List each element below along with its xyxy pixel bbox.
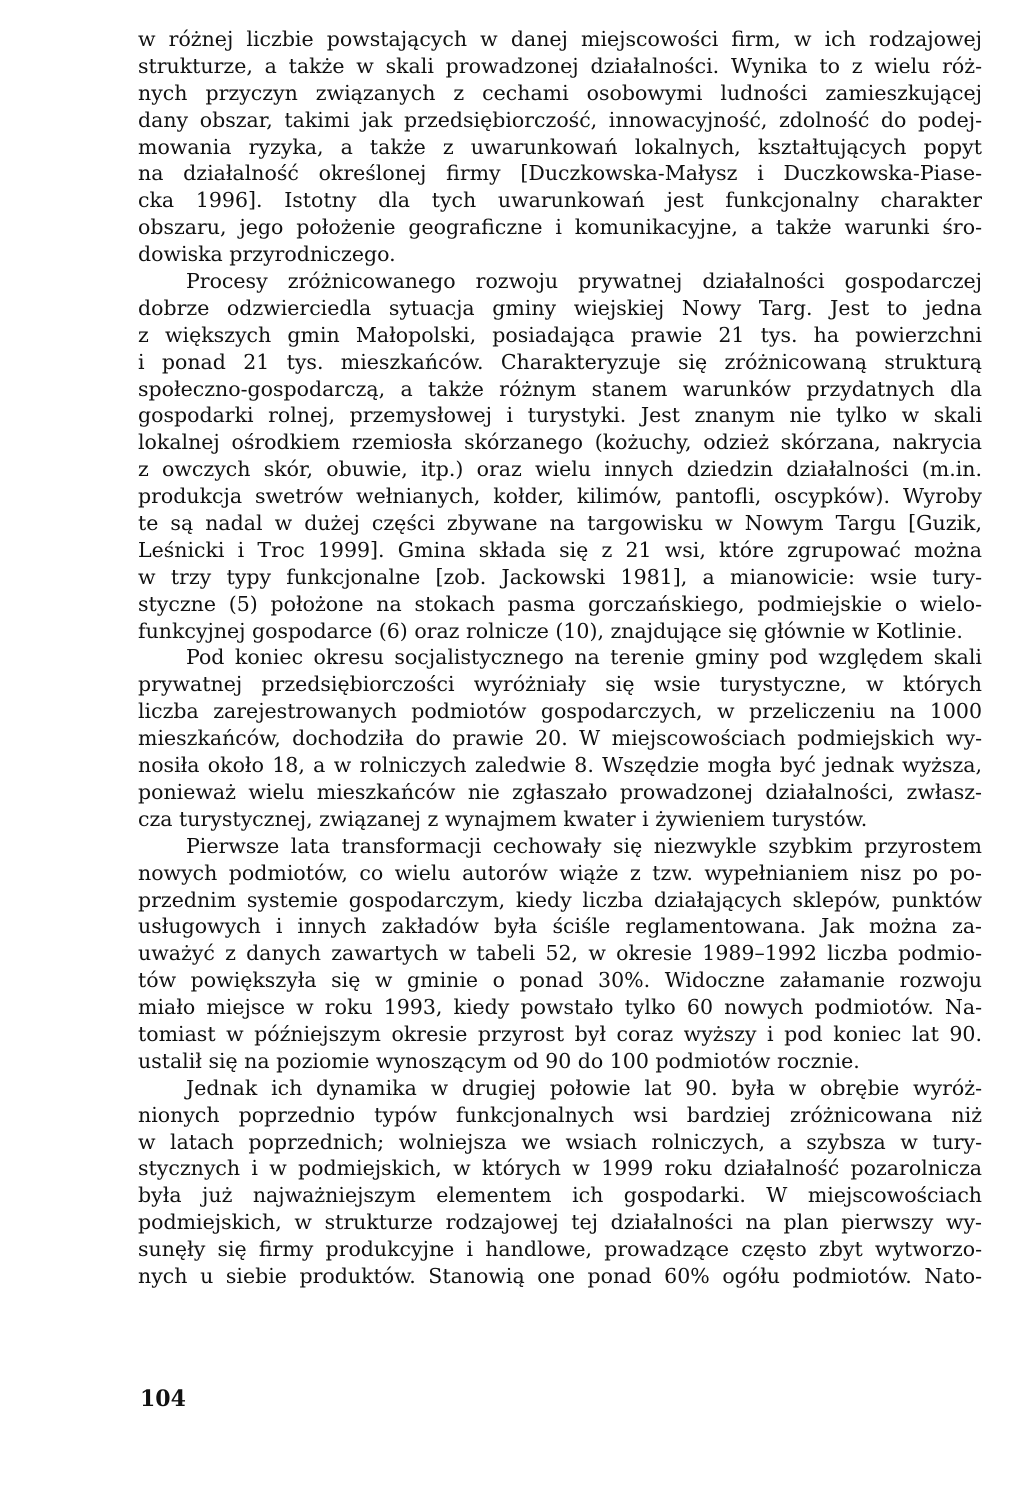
text-line: tomiast w późniejszym okresie przyrost był coraz wyższy i pod koniec lat 90. xyxy=(138,1021,982,1046)
text-line: Jednak ich dynamika w drugiej połowie lat 90. była w obrębie wyróż- xyxy=(186,1075,982,1100)
text-line: styczne (5) położone na stokach pasma gorczańskiego, podmiejskie o wielo- xyxy=(138,591,982,616)
text-line: uważyć z danych zawartych w tabeli 52, w okresie 1989–1992 liczba podmio- xyxy=(138,941,982,966)
paragraph xyxy=(138,644,982,832)
paragraph xyxy=(138,268,982,644)
text-line: ponieważ wielu mieszkańców nie zgłaszało prowadzonej działalności, zwłasz- xyxy=(138,779,982,804)
text-line: dobrze odzwierciedla sytuacja gminy wiejskiej Nowy Targ. Jest to jedna xyxy=(138,295,982,320)
text-line: nych przyczyn związanych z cechami osobowymi ludności zamieszkującej xyxy=(138,80,982,105)
text-line: i ponad 21 tys. mieszkańców. Charakteryzuje się zróżnicowaną strukturą xyxy=(138,349,982,374)
body-text xyxy=(138,26,982,1290)
text-line: z większych gmin Małopolski, posiadająca prawie 21 tys. ha powierzchni xyxy=(138,322,982,347)
text-line: mowania ryzyka, a także z uwarunkowań lokalnych, kształtujących popyt xyxy=(138,134,982,159)
paragraph xyxy=(138,833,982,1075)
text-line: nowych podmiotów, co wielu autorów wiąże z tzw. wypełnianiem nisz po po- xyxy=(138,860,982,885)
text-line: na działalność określonej firmy [Duczkowska-Małysz i Duczkowska-Piase- xyxy=(138,161,982,186)
text-line: funkcyjnej gospodarce (6) oraz rolnicze (10), znajdujące się głównie w Kotlinie. xyxy=(138,618,963,643)
text-line: w trzy typy funkcjonalne [zob. Jackowski 1981], a mianowicie: wsie tury- xyxy=(138,564,982,589)
paragraph xyxy=(138,1075,982,1290)
text-line: gospodarki rolnej, przemysłowej i turystyki. Jest znanym nie tylko w skali xyxy=(138,403,982,428)
text-line: podmiejskich, w strukturze rodzajowej tej działalności na plan pierwszy wy- xyxy=(138,1210,982,1235)
text-line: te są nadal w dużej części zbywane na targowisku w Nowym Targu [Guzik, xyxy=(138,511,982,536)
text-line: sunęły się firmy produkcyjne i handlowe, prowadzące często zbyt wytworzo- xyxy=(138,1237,982,1262)
document-page xyxy=(138,26,982,1290)
page-number: 104 xyxy=(140,1386,186,1412)
text-line: liczba zarejestrowanych podmiotów gospodarczych, w przeliczeniu na 1000 xyxy=(138,699,982,724)
text-line: w różnej liczbie powstających w danej miejscowości firm, w ich rodzajowej xyxy=(138,27,982,51)
text-line: Leśnicki i Troc 1999]. Gmina składa się z 21 wsi, które zgrupować można xyxy=(138,537,982,562)
text-line: ustalił się na poziomie wynoszącym od 90 do 100 podmiotów rocznie. xyxy=(138,1048,860,1073)
text-line: Pierwsze lata transformacji cechowały się niezwykle szybkim przyrostem xyxy=(186,833,982,858)
text-line: usługowych i innych zakładów była ściśle reglamentowana. Jak można za- xyxy=(138,914,982,939)
text-line: nionych poprzednio typów funkcjonalnych wsi bardziej zróżnicowana niż xyxy=(138,1102,982,1127)
text-line: mieszkańców, dochodziła do prawie 20. W miejscowościach podmiejskich wy- xyxy=(138,726,982,751)
text-line: lokalnej ośrodkiem rzemiosła skórzanego (kożuchy, odzież skórzana, nakrycia xyxy=(138,430,982,455)
text-line: dany obszar, takimi jak przedsiębiorczość, innowacyjność, zdolność do podej- xyxy=(138,107,982,132)
text-line: nosiła około 18, a w rolniczych zaledwie 8. Wszędzie mogła być jednak wyższa, xyxy=(138,753,982,778)
text-line: strukturze, a także w skali prowadzonej działalności. Wynika to z wielu róż- xyxy=(138,53,982,78)
text-line: przednim systemie gospodarczym, kiedy liczba działających sklepów, punktów xyxy=(138,887,982,912)
text-line: obszaru, jego położenie geograficzne i komunikacyjne, a także warunki śro- xyxy=(138,215,982,240)
text-line: była już najważniejszym elementem ich gospodarki. W miejscowościach xyxy=(138,1183,982,1208)
text-line: prywatnej przedsiębiorczości wyróżniały się wsie turystyczne, w których xyxy=(138,672,982,697)
text-line: Procesy zróżnicowanego rozwoju prywatnej działalności gospodarczej xyxy=(186,269,982,294)
paragraph xyxy=(138,26,982,268)
text-line: dowiska przyrodniczego. xyxy=(138,242,396,267)
text-line: cka 1996]. Istotny dla tych uwarunkowań jest funkcjonalny charakter xyxy=(138,188,982,213)
text-line: z owczych skór, obuwie, itp.) oraz wielu innych dziedzin działalności (m.in. xyxy=(138,457,982,482)
text-line: produkcja swetrów wełnianych, kołder, kilimów, pantofli, oscypków). Wyroby xyxy=(138,484,982,509)
text-line: Pod koniec okresu socjalistycznego na terenie gminy pod względem skali xyxy=(186,645,982,670)
text-line: miało miejsce w roku 1993, kiedy powstało tylko 60 nowych podmiotów. Na- xyxy=(138,995,982,1020)
text-line: cza turystycznej, związanej z wynajmem kwater i żywieniem turystów. xyxy=(138,806,868,831)
text-line: w latach poprzednich; wolniejsza we wsiach rolniczych, a szybsza w tury- xyxy=(138,1129,982,1154)
text-line: nych u siebie produktów. Stanowią one ponad 60% ogółu podmiotów. Nato- xyxy=(138,1263,982,1288)
text-line: tów powiększyła się w gminie o ponad 30%. Widoczne załamanie rozwoju xyxy=(138,968,982,993)
text-line: stycznych i w podmiejskich, w których w 1999 roku działalność pozarolnicza xyxy=(138,1156,982,1181)
text-line: społeczno-gospodarczą, a także różnym stanem warunków przydatnych dla xyxy=(138,376,982,401)
